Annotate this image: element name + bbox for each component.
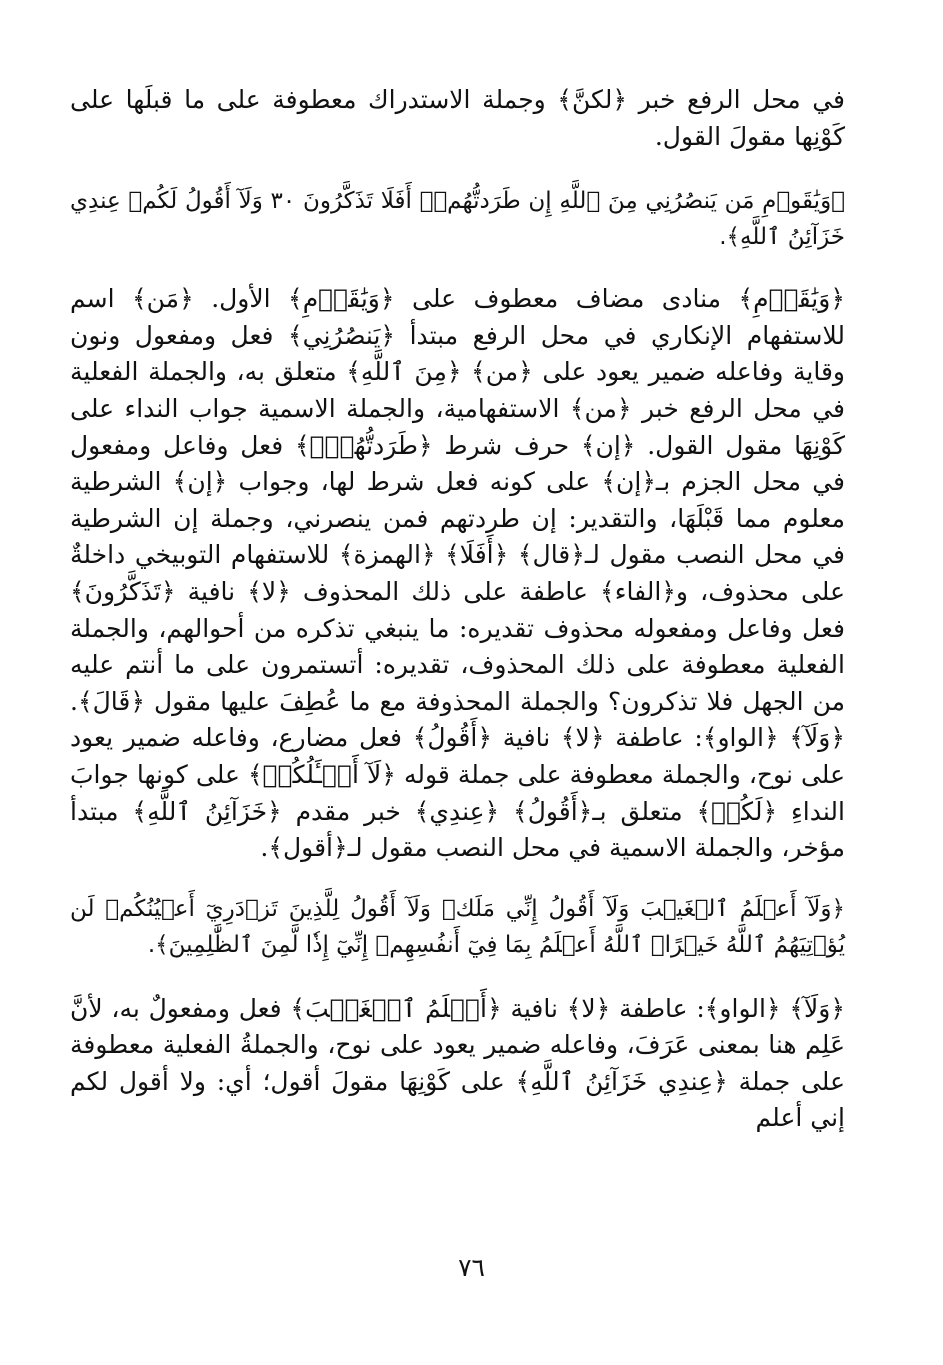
page-number-text: ٧٦ <box>458 1253 485 1282</box>
quran-verse-1: ﴿وَيَٰقَوۡمِ مَن يَنصُرُنِي مِنَ ٱللَّهِ إِن طَرَدتُّهُمۡۚ أَفَلَا تَذَكَّرُونَ ٣٠ وَلَآ أَقُولُ لَكُمۡ عِندِي خَزَآئِنُ ٱللَّهِ﴾. <box>70 188 845 251</box>
page-body <box>70 82 845 1137</box>
paragraph-1: في محل الرفع خبر ﴿لكنَّ﴾ وجملة الاستدراك معطوفة على ما قبلَها على كَوْنِها مقولَ القول. <box>70 85 845 151</box>
paragraph-3: ﴿وَلَآ﴾ ﴿الواو﴾: عاطفة ﴿لا﴾ نافية ﴿أَعۡلَمُ ٱلۡغَيۡبَ﴾ فعل ومفعولٌ به، لأنَّ عَلِم هنا بمعنى عَرَفَ، وفاعله ضمير يعود على نوح، والجملةُ الفعلية معطوفة على جملة ﴿عِندِي خَزَآئِنُ ٱللَّهِ﴾ على كَوْنِهَا مقولَ أقول؛ أي: ولا أقول لكم إني أعلم <box>70 993 845 1133</box>
quran-verse-2: ﴿وَلَآ أَعۡلَمُ ٱلۡغَيۡبَ وَلَآ أَقُولُ إِنِّي مَلَكٞ وَلَآ أَقُولُ لِلَّذِينَ تَزۡدَرِيٓ أَعۡيُنُكُمۡ لَن يُؤۡتِيَهُمُ ٱللَّهُ خَيۡرًاۖ ٱللَّهُ أَعۡلَمُ بِمَا فِيٓ أَنفُسِهِمۡ إِنِّيٓ إِذٗا لَّمِنَ ٱلظَّٰلِمِينَ﴾. <box>70 895 845 958</box>
page-number <box>0 1253 943 1282</box>
paragraph-2: ﴿وَيَٰقَوۡمِ﴾ منادى مضاف معطوف على ﴿وَيَٰقَوۡمِ﴾ الأول. ﴿مَن﴾ اسم للاستفهام الإنكاري في محل الرفع مبتدأ ﴿يَنصُرُنِي﴾ فعل ومفعول ونون وقاية وفاعله ضمير يعود على ﴿من﴾ ﴿مِنَ ٱللَّهِ﴾ متعلق به، والجملة الفعلية في محل الرفع خبر ﴿من﴾ الاستفهامية، والجملة الاسمية جواب النداء على كَوْنِهَا مقول القول. ﴿إن﴾ حرف شرط ﴿طَرَدتُّهُمۡۚ﴾ فعل وفاعل ومفعول في محل الجزم بـ﴿إن﴾ على كونه فعل شرط لها، وجواب ﴿إن﴾ الشرطية معلوم مما قَبْلَهَا، والتقدير: إن طردتهم فمن ينصرني، وجملة إن الشرطية في محل النصب مقول لـ﴿قال﴾ ﴿أَفَلَا﴾ ﴿الهمزة﴾ للاستفهام التوبيخي داخلةٌ على محذوف، و﴿الفاء﴾ عاطفة على ذلك المحذوف ﴿لا﴾ نافية ﴿تَذَكَّرُونَ﴾ فعل وفاعل ومفعوله محذوف تقديره: ما ينبغي تذكره من أحوالهم، والجملة الفعلية معطوفة على ذلك المحذوف، تقديره: أتستمرون على ما أنتم عليه من الجهل فلا تذكرون؟ والجملة المحذوفة مع ما عُطِفَ عليها مقول ﴿قَالَ﴾. ﴿وَلَآ﴾ ﴿الواو﴾: عاطفة ﴿لا﴾ نافية ﴿أَقُولُ﴾ فعل مضارع، وفاعله ضمير يعود على نوح، والجملة معطوفة على جملة قوله ﴿لَآ أَسۡـَٔلُكُمۡ﴾ على كونها جوابَ النداءِ ﴿لَكُمۡ﴾ متعلق بـ﴿أَقُولُ﴾ ﴿عِندِي﴾ خبر مقدم ﴿خَزَآئِنُ ٱللَّهِ﴾ مبتدأ مؤخر، والجملة الاسمية في محل النصب مقول لـ﴿أقول﴾. <box>70 284 846 863</box>
